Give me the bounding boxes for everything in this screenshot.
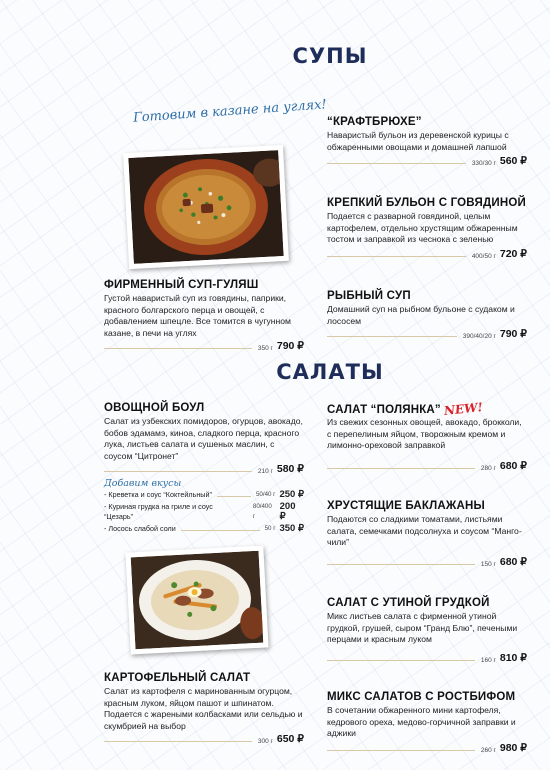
addon-label: - Куриная грудка на гриле и соус “Цезарь” [104,502,213,521]
addon-weight: 80/400 г [252,503,272,520]
dish-price: 580 ₽ [276,463,304,476]
salad-item-crispy-eggplant [327,500,527,568]
soup-item-kraftbruehe [327,116,527,167]
addon-divider [181,530,260,531]
dish-weight: 400/50 г [471,252,496,260]
dish-weight: 390/40/20 г [462,333,496,341]
salad-photo [125,545,268,654]
price-line [104,340,304,352]
dish-description: Салат из узбекских помидоров, огурцов, авокадо, бобов эдамамэ, киноа, сладкого перца, красного лука, листьев салата и сушеных маслин, с соусом “Цитронет” [104,416,303,461]
price-divider [327,256,466,257]
salad-bowl-image [131,551,264,650]
dish-weight: 210 г [257,468,273,476]
salad-item-roastbeef-mix [327,691,527,754]
dish-description: Домашний суп на рыбном бульоне с судаком и лососем [327,304,515,326]
price-divider [327,336,457,337]
addons-title: Добавим вкусы [104,478,182,489]
addon-divider [217,496,251,497]
price-divider [327,468,475,469]
dish-name: ОВОЩНОЙ БОУЛ [104,402,205,414]
price-line [327,742,527,754]
dish-description: Микс листьев салата с фирменной утиной грудкой, грушей, сыром “Гранд Блю”, печеными перцами и красным луком [327,611,518,645]
dish-name: КРЕПКИЙ БУЛЬОН С ГОВЯДИНОЙ [327,197,526,209]
dish-weight: 280 г [480,464,496,472]
dish-weight: 300 г [257,738,273,746]
addon-price: 200 ₽ [279,501,296,522]
dish-description: В сочетании обжаренного мини картофеля, кедрового ореха, медово-горчичной заправки и аджики [327,705,516,739]
salad-item-polyanka [327,402,527,472]
dish-weight: 160 г [480,656,496,664]
dish-price: 560 ₽ [499,155,527,168]
dish-name: ХРУСТЯЩИЕ БАКЛАЖАНЫ [327,500,485,512]
price-line [327,652,527,664]
dish-weight: 260 г [480,746,496,754]
dish-weight: 330/30 г [471,160,496,168]
dish-price: 790 ₽ [499,328,527,341]
salad-item-duck-breast [327,597,527,664]
salads-title: САЛАТЫ [276,360,384,384]
dish-title-row [327,402,527,416]
dish-price: 720 ₽ [499,247,527,260]
price-divider [327,660,475,661]
addon-item [104,502,304,522]
addon-item [104,524,304,534]
price-line [327,556,527,568]
soup-item-goulash [104,279,304,352]
price-divider [327,750,475,751]
price-line [327,155,527,167]
goulash-soup-photo [123,145,289,269]
new-badge: NEW! [443,400,484,418]
price-line [104,733,304,745]
dish-price: 650 ₽ [276,733,304,746]
price-divider [327,163,466,164]
addon-price: 250 ₽ [279,489,304,500]
dish-weight: 150 г [480,560,496,568]
dish-name: МИКС САЛАТОВ С РОСТБИФОМ [327,691,516,703]
dish-description: Подаются со сладкими томатами, листьями салата, семечками подсолнуха и соусом “Манго-чили” [327,514,522,548]
dish-name: РЫБНЫЙ СУП [327,290,411,302]
price-line [327,328,527,340]
salad-item-potato [104,672,304,745]
soup-item-fish [327,290,527,340]
dish-description: Салат из картофеля с маринованным огурцом, красным луком, яйцом пашот и шпинатом. Подается с жареными колбасками или сельдью и скумбрией на выбор [104,686,303,731]
soups-title: СУПЫ [292,44,368,68]
dish-name: “КРАФТБРЮХЕ” [327,116,422,128]
salad-item-vegetable-bowl [104,402,304,475]
soup-item-beef-broth [327,197,527,260]
price-divider [104,741,252,742]
price-line [104,463,304,475]
dish-price: 810 ₽ [499,651,527,664]
addon-item [104,490,304,500]
dish-price: 790 ₽ [276,340,304,353]
addons-list [104,490,304,534]
dish-name: КАРТОФЕЛЬНЫЙ САЛАТ [104,672,251,684]
dish-name: САЛАТ С УТИНОЙ ГРУДКОЙ [327,597,490,609]
addon-weight: 50/40 г [255,491,276,498]
price-line [327,248,527,260]
dish-price: 680 ₽ [499,459,527,472]
dish-description: Густой наваристый суп из говядины, паприки, красного болгарского перца и овощей, с добавлением шпецле. Все томится в чугунном казане, в печи на углях [104,293,291,338]
price-divider [327,564,475,565]
dish-description: Подается с разварной говядиной, целым картофелем, отдельно хрустящим обжаренным тостом и заправкой из чеснока с зеленью [327,211,518,245]
addon-label: - Лосось слабой соли [104,524,176,533]
price-line [327,460,527,472]
addon-label: - Креветка и соус “Коктейльный” [104,490,212,499]
dish-name: ФИРМЕННЫЙ СУП-ГУЛЯШ [104,279,259,291]
dish-price: 680 ₽ [499,555,527,568]
soup-bowl-image [128,150,283,264]
dish-weight: 350 г [257,345,273,353]
dish-description: Наваристый бульон из деревенской курицы с обжаренными овощами и домашней лапшой [327,130,509,152]
soups-script-note: Готовим в казане на углях! [132,97,328,126]
addon-price: 350 ₽ [279,523,304,534]
addon-weight: 50 г [264,525,276,532]
price-divider [104,348,252,349]
price-divider [104,471,252,472]
dish-name: САЛАТ “ПОЛЯНКА” [327,404,441,416]
dish-description: Из свежих сезонных овощей, авокадо, брокколи, с перепелиным яйцом, творожным кремом и лимонно-ореховой заправкой [327,417,522,451]
dish-price: 980 ₽ [499,741,527,754]
